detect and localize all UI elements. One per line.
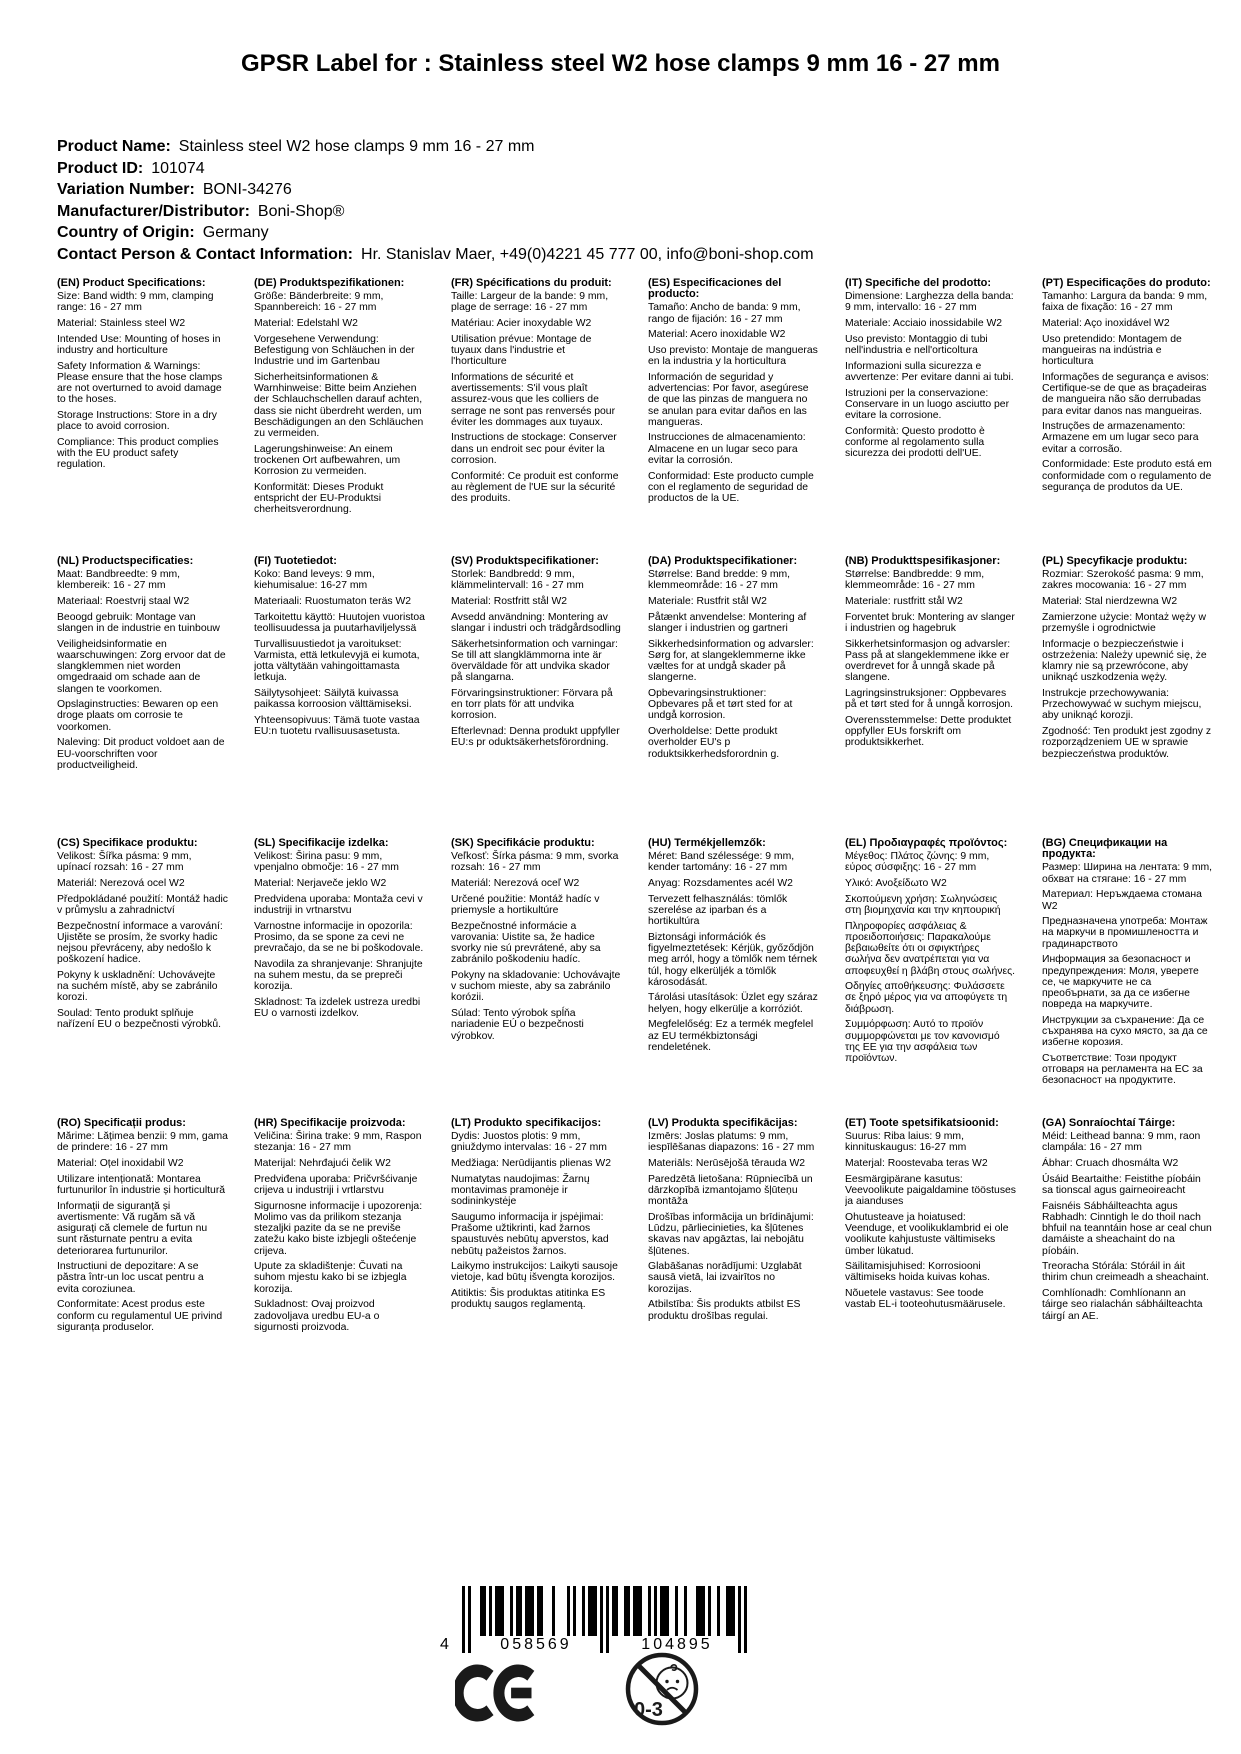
spec-heading: (EN) Product Specifications: bbox=[57, 278, 206, 289]
spec-paragraph: Tervezett felhasználás: tömlők szerelése az iparban és a hortikultúra bbox=[648, 893, 788, 928]
product-info-value: BONI-34276 bbox=[202, 181, 292, 198]
spec-paragraph: Efterlevnad: Denna produkt uppfyller EU:s pr oduktsäkerhetsförordning. bbox=[451, 726, 620, 749]
spec-paragraph: Veľkosť: Šírka pásma: 9 mm, svorka rozsah: 16 - 27 mm bbox=[451, 851, 619, 874]
spec-block-sk bbox=[451, 838, 622, 1118]
spec-paragraph: Medžiaga: Nerūdijantis plienas W2 bbox=[451, 1158, 611, 1170]
spec-paragraph: Opbevaringsinstruktioner: Opbevares på et tørt sted for at undgå korrosion. bbox=[648, 688, 793, 722]
spec-paragraph: Conformità: Questo prodotto è conforme al regolamento sulla sicurezza dei prodotti dell'UE. bbox=[845, 425, 985, 460]
spec-paragraph: Instructions de stockage: Conserver dans un endroit sec pour éviter la corrosion. bbox=[451, 432, 617, 466]
spec-paragraph: Compliance: This product complies with the EU product safety regulation. bbox=[57, 436, 219, 471]
ce-mark-icon bbox=[455, 1663, 540, 1728]
spec-paragraph: Materiale: Acciaio inossidabile W2 bbox=[845, 318, 1003, 330]
spec-paragraph: Zgodność: Ten produkt jest zgodny z rozporządzeniem UE w sprawie bezpieczeństwa produktów. bbox=[1042, 726, 1212, 760]
spec-block-cs bbox=[57, 838, 228, 1118]
spec-heading: (ET) Toote spetsifikatsioonid: bbox=[845, 1118, 999, 1129]
spec-paragraph: Glabāšanas norādījumi: Uzglabāt sausā vietā, lai izvairītos no korozijas. bbox=[648, 1261, 802, 1295]
spec-heading: (CS) Specifikace produktu: bbox=[57, 838, 198, 849]
spec-paragraph: Uso pretendido: Montagem de mangueiras na indústria e horticultura bbox=[1042, 333, 1182, 368]
spec-paragraph: Instrukcje przechowywania: Przechowywać w suchym miejscu, aby uniknąć korozji. bbox=[1042, 688, 1202, 722]
spec-block-sl bbox=[254, 838, 425, 1118]
spec-paragraph: Material: Aço inoxidável W2 bbox=[1042, 318, 1170, 330]
spec-paragraph: Предназначена употреба: Монтаж на маркучи в промишлеността и градинарството bbox=[1042, 916, 1208, 950]
spec-paragraph: Tarkoitettu käyttö: Huutojen vuoristoa teollisuudessa ja puutarhaviljelyssä bbox=[254, 611, 425, 635]
spec-paragraph: Säilytysohjeet: Säilytä kuivassa paikassa korroosion välttämiseksi. bbox=[254, 688, 412, 711]
spec-paragraph: Säilitamisjuhised: Korrosiooni vältimiseks hoida kuivas kohas. bbox=[845, 1261, 990, 1284]
ean-barcode bbox=[440, 1586, 747, 1656]
spec-paragraph: Forventet bruk: Montering av slanger i industrien og hagebruk bbox=[845, 611, 1015, 635]
spec-block-bg bbox=[1042, 838, 1213, 1118]
spec-paragraph: Overholdelse: Dette produkt overholder EU's p roduktsikkerhedsforordnin g. bbox=[648, 726, 780, 760]
spec-paragraph: Size: Band width: 9 mm, clamping range: 16 - 27 mm bbox=[57, 291, 214, 314]
spec-paragraph: Material: Rostfritt stål W2 bbox=[451, 596, 568, 608]
spec-paragraph: Sicherheitsinformationen & Warnhinweise: Bitte beim Anziehen der Schlauchschellen darauf achten, dass sie nicht überdreht werden, um Beschädigungen an den Schläuchen zu vermeiden. bbox=[254, 371, 424, 439]
spec-paragraph: Suurus: Riba laius: 9 mm, kinnituskaugus: 16-27 mm bbox=[845, 1131, 967, 1154]
spec-heading: (NB) Produkttspesifikasjoner: bbox=[845, 556, 1001, 567]
spec-paragraph: Conformidad: Este producto cumple con el reglamento de seguridad de productos de la UE. bbox=[648, 470, 814, 504]
spec-paragraph: Säkerhetsinformation och varningar: Se till att slangklämmorna inte är överväldade för att undvika skador på slangarna. bbox=[451, 638, 618, 684]
spec-paragraph: Οδηγίες αποθήκευσης: Φυλάσσετε σε ξηρό μέρος για να αποφύγετε τη διάβρωση. bbox=[845, 981, 1008, 1015]
product-info-value: Germany bbox=[202, 224, 269, 241]
spec-paragraph: Størrelse: Band bredde: 9 mm, klemmeområde: 16 - 27 mm bbox=[648, 569, 791, 592]
spec-paragraph: Utilizare intenționată: Montarea furtunurilor în industrie și horticultură bbox=[57, 1173, 226, 1197]
spec-paragraph: Maat: Bandbreedte: 9 mm, klembereik: 16 - 27 mm bbox=[57, 569, 181, 592]
spec-block-it bbox=[845, 278, 1016, 556]
product-info-value: Stainless steel W2 hose clamps 9 mm 16 - 27 mm bbox=[178, 138, 535, 155]
product-info-value: 101074 bbox=[151, 159, 205, 177]
product-info-row bbox=[57, 244, 1157, 266]
barcode-left-digits: 058569 bbox=[500, 1636, 572, 1653]
spec-heading: (EL) Προδιαγραφές προϊόντος: bbox=[845, 838, 1008, 849]
spec-paragraph: Veiligheidsinformatie en waarschuwingen: Zorg ervoor dat de slangklemmen niet worden omgedraaid om schade aan de slangen te voorkomen. bbox=[57, 638, 226, 695]
spec-paragraph: Инструкции за съхранение: Да се съхранява на сухо място, за да се избегне корозия. bbox=[1042, 1014, 1208, 1049]
spec-paragraph: Material: Oțel inoxidabil W2 bbox=[57, 1158, 184, 1170]
spec-paragraph: Laikymo instrukcijos: Laikyti sausoje vietoje, kad būtų išvengta korozijos. bbox=[451, 1261, 618, 1284]
age-warning-0-3-icon bbox=[624, 1650, 700, 1733]
spec-paragraph: Avsedd användning: Montering av slangar i industri och trädgårdsodling bbox=[451, 611, 621, 635]
spec-paragraph: Storlek: Bandbredd: 9 mm, klämmelintervall: 16 - 27 mm bbox=[451, 569, 584, 592]
spec-block-pl bbox=[1042, 556, 1213, 838]
spec-block-da bbox=[648, 556, 819, 838]
spec-paragraph: Velikost: Širina pasu: 9 mm, vpenjalno območje: 16 - 27 mm bbox=[254, 851, 399, 874]
spec-block-fi bbox=[254, 556, 425, 838]
spec-paragraph: Tamaño: Ancho de banda: 9 mm, rango de fijación: 16 - 27 mm bbox=[648, 302, 801, 325]
spec-heading: (NL) Productspecificaties: bbox=[57, 556, 194, 567]
spec-paragraph: Atitiktis: Šis produktas atitinka ES produktų saugos reglamentą. bbox=[451, 1288, 606, 1311]
spec-paragraph: Koko: Band leveys: 9 mm, kiehumisalue: 16-27 mm bbox=[254, 569, 375, 592]
spec-heading: (HU) Termékjellemzők: bbox=[648, 838, 766, 849]
spec-paragraph: Размер: Ширина на лентата: 9 mm, обхват на стягане: 16 - 27 mm bbox=[1042, 862, 1213, 885]
spec-paragraph: Material: Nerjaveče jeklo W2 bbox=[254, 878, 387, 890]
product-info-label: Contact Person & Contact Information: bbox=[57, 245, 354, 263]
spec-paragraph: Bezpečnostné informácie a varovania: Uistite sa, že hadice svorky nie sú prevrátené, aby sa zabránilo poškodeniu hadíc. bbox=[451, 920, 601, 966]
spec-paragraph: Safety Information & Warnings: Please ensure that the hose clamps are not overturned to avoid damage to the hoses. bbox=[57, 360, 223, 406]
product-info-row bbox=[57, 179, 1157, 201]
spec-heading: (GA) Sonraíochtaí Táirge: bbox=[1042, 1118, 1176, 1129]
spec-paragraph: Overensstemmelse: Dette produktet oppfyller EUs forskrift om produktsikkerhet. bbox=[845, 714, 1012, 749]
spec-heading: (SL) Specifikacije izdelka: bbox=[254, 838, 389, 849]
spec-paragraph: Tamanho: Largura da banda: 9 mm, faixa de fixação: 16 - 27 mm bbox=[1042, 291, 1208, 314]
spec-block-ga bbox=[1042, 1118, 1213, 1337]
spec-paragraph: Material: Edelstahl W2 bbox=[254, 318, 358, 330]
spec-paragraph: Información de seguridad y advertencias: Por favor, asegúrese de que las pinzas de manguera no se anulan para evitar daños en las mangueras. bbox=[648, 371, 809, 428]
spec-block-en bbox=[57, 278, 228, 556]
spec-paragraph: Dimensione: Larghezza della banda: 9 mm, intervallo: 16 - 27 mm bbox=[845, 291, 1014, 314]
spec-heading: (LV) Produkta specifikācijas: bbox=[648, 1118, 798, 1129]
spec-paragraph: Upute za skladištenje: Čuvati na suhom mjestu kako bi se izbjegla korozija. bbox=[254, 1261, 407, 1295]
spec-block-lt bbox=[451, 1118, 622, 1337]
spec-paragraph: Σκοπούμενη χρήση: Σωληνώσεις στη βιομηχανία και την κηπουρική bbox=[845, 893, 1001, 917]
spec-paragraph: Μέγεθος: Πλάτος ζώνης: 9 mm, εύρος σύσφιξης: 16 - 27 mm bbox=[845, 851, 990, 874]
spec-paragraph: Anyag: Rozsdamentes acél W2 bbox=[648, 878, 793, 890]
spec-paragraph: Größe: Bänderbreite: 9 mm, Spannbereich: 16 - 27 mm bbox=[254, 291, 384, 314]
spec-paragraph: Veličina: Širina trake: 9 mm, Raspon stezanja: 16 - 27 mm bbox=[254, 1131, 422, 1154]
spec-paragraph: Nõuetele vastavus: See toode vastab EL-i tooteohutusmäärusele. bbox=[845, 1288, 1006, 1311]
spec-paragraph: Tárolási utasítások: Üzlet egy száraz helyen, hogy elkerülje a korróziót. bbox=[648, 992, 818, 1015]
spec-paragraph: Úsáid Beartaithe: Feistithe píobáin sa tionscal agus gairneoireacht bbox=[1042, 1173, 1201, 1197]
product-info bbox=[57, 136, 1157, 265]
spec-paragraph: Sigurnosne informacije i upozorenja: Molimo vas da prilikom stezanja stezaljki pazite da se ne previše zatežu kako biste izbjegli oštećenje crijeva. bbox=[254, 1200, 423, 1257]
spec-paragraph: Predviđena uporaba: Pričvršćivanje crijeva u industriji i vrtlarstvu bbox=[254, 1173, 418, 1197]
spec-paragraph: Súlad: Tento výrobok spĺňa nariadenie EÚ o bezpečnosti výrobkov. bbox=[451, 1008, 584, 1042]
spec-paragraph: Conformitate: Acest produs este conform cu regulamentul UE privind siguranța produselor. bbox=[57, 1299, 223, 1333]
product-info-label: Product Name: bbox=[57, 138, 171, 155]
spec-block-nl bbox=[57, 556, 228, 838]
spec-paragraph: Varnostne informacije in opozorila: Prosimo, da se spone za cevi ne prevračajo, da se ne bi poškodovale. bbox=[254, 920, 424, 955]
spec-block-lv bbox=[648, 1118, 819, 1337]
spec-block-es bbox=[648, 278, 819, 556]
spec-paragraph: Numatytas naudojimas: Žarnų montavimas pramonėje ir sodininkystėje bbox=[451, 1173, 590, 1208]
spec-paragraph: Taille: Largeur de la bande: 9 mm, plage de serrage: 16 - 27 mm bbox=[451, 291, 609, 314]
product-info-row bbox=[57, 136, 1157, 158]
product-info-row bbox=[57, 222, 1157, 244]
spec-paragraph: Lagerungshinweise: An einem trockenen Ort aufbewahren, um Korrosion zu vermeiden. bbox=[254, 443, 401, 478]
spec-paragraph: Materiāls: Nerūsējošā tērauda W2 bbox=[648, 1158, 806, 1170]
spec-paragraph: Sukladnost: Ovaj proizvod zadovoljava uredbu EU-a o sigurnosti proizvoda. bbox=[254, 1299, 380, 1333]
spec-paragraph: Eesmärgipärane kasutus: Veevoolikute paigaldamine tööstuses ja aianduses bbox=[845, 1173, 1016, 1208]
spec-paragraph: Dydis: Juostos plotis: 9 mm, gniuždymo intervalas: 16 - 27 mm bbox=[451, 1131, 607, 1154]
spec-block-et bbox=[845, 1118, 1016, 1337]
spec-paragraph: Biztonsági információk és figyelmeztetések: Kérjük, győződjön meg arról, hogy a tömlők nem térnek túl, hogy elkerüljék a tömlők károsodását. bbox=[648, 931, 818, 988]
spec-paragraph: Predvidena uporaba: Montaža cevi v industriji in vrtnarstvu bbox=[254, 893, 423, 917]
spec-paragraph: Intended Use: Mounting of hoses in industry and horticulture bbox=[57, 333, 221, 357]
spec-paragraph: Συμμόρφωση: Αυτό το προϊόν συμμορφώνεται με τον κανονισμό της ΕΕ για την ασφάλεια των προϊόντων. bbox=[845, 1019, 1000, 1064]
spec-heading: (IT) Specifiche del prodotto: bbox=[845, 278, 992, 289]
spec-heading: (DE) Produktspezifikationen: bbox=[254, 278, 405, 289]
product-info-label: Country of Origin: bbox=[57, 224, 195, 241]
spec-paragraph: Istruzioni per la conservazione: Conservare in un luogo asciutto per evitare la corrosione. bbox=[845, 387, 1010, 422]
spec-paragraph: Turvallisuustiedot ja varoitukset: Varmista, että letkulevyjä ei kumota, jotta vältytään vahingoittamasta letkuja. bbox=[254, 638, 420, 684]
spec-paragraph: Treoracha Stórála: Stóráil in áit thirim chun creimeadh a sheachaint. bbox=[1042, 1261, 1209, 1284]
spec-paragraph: Beoogd gebruik: Montage van slangen in de industrie en tuinbouw bbox=[57, 611, 220, 635]
spec-paragraph: Faisnéis Sábháilteachta agus Rabhadh: Cinntigh le do thoil nach bhfuil na teanntáin hose ar ceal chun damáiste a sheachaint do na píobáin. bbox=[1042, 1200, 1212, 1257]
barcode-lead-digit: 4 bbox=[440, 1636, 449, 1653]
spec-block-nb bbox=[845, 556, 1016, 838]
spec-paragraph: Materiał: Stal nierdzewna W2 bbox=[1042, 596, 1178, 608]
spec-paragraph: Υλικό: Ανοξείδωτο W2 bbox=[845, 878, 947, 890]
spec-paragraph: Informacje o bezpieczeństwie i ostrzeżenia: Należy upewnić się, że klamry nie są przewrócone, aby uniknąć uszkodzenia węży. bbox=[1042, 638, 1207, 684]
spec-paragraph: Drošības informācija un brīdinājumi: Lūdzu, pārliecinieties, ka šļūtenes skavas nav apgāztas, lai nebojātu šļūtenes. bbox=[648, 1211, 814, 1257]
spec-block-hu bbox=[648, 838, 819, 1118]
spec-paragraph: Πληροφορίες ασφάλειας & προειδοποιήσεις: Παρακαλούμε βεβαιωθείτε ότι οι σφιγκτήρες σωλήνα δεν ανατρέπεται για να αποφευχθεί η βλάβη στους σωλήνες. bbox=[845, 920, 1015, 977]
spec-paragraph: Material: Stainless steel W2 bbox=[57, 318, 186, 330]
spec-paragraph: Megfelelőség: Ez a termék megfelel az EU termékbiztonsági rendeletének. bbox=[648, 1019, 814, 1053]
spec-paragraph: Materiál: Nerezová ocel W2 bbox=[57, 878, 185, 890]
spec-heading: (DA) Produktspecifikationer: bbox=[648, 556, 798, 567]
spec-paragraph: Påtænkt anvendelse: Montering af slanger i industrien og gartneri bbox=[648, 611, 807, 635]
spec-paragraph: Materijal: Nehrđajući čelik W2 bbox=[254, 1158, 391, 1170]
spec-block-de bbox=[254, 278, 425, 556]
spec-paragraph: Informații de siguranță și avertismente: Vă rugăm să vă asigurați că clemele de furtun nu sunt răsturnate pentru a evita deteriorarea furtunurilor. bbox=[57, 1200, 208, 1257]
spec-heading: (LT) Produkto specifikacijos: bbox=[451, 1118, 602, 1129]
spec-paragraph: Instrucciones de almacenamiento: Almacene en un lugar seco para evitar la corrosión. bbox=[648, 432, 806, 466]
spec-paragraph: Uso previsto: Montaje de mangueras en la industria y la horticultura bbox=[648, 345, 818, 368]
spec-heading: (HR) Specifikacije proizvoda: bbox=[254, 1118, 406, 1129]
spec-paragraph: Mărime: Lățimea benzii: 9 mm, gama de prindere: 16 - 27 mm bbox=[57, 1131, 228, 1154]
spec-paragraph: Méid: Leithead banna: 9 mm, raon clampála: 16 - 27 mm bbox=[1042, 1131, 1201, 1154]
specs-grid bbox=[57, 278, 1213, 1337]
barcode-right-digits: 104895 bbox=[641, 1636, 713, 1653]
spec-paragraph: Instructiuni de depozitare: A se păstra într-un loc uscat pentru a evita coroziunea. bbox=[57, 1261, 204, 1295]
spec-paragraph: Förvaringsinstruktioner: Förvara på en torr plats för att undvika korrosion. bbox=[451, 688, 613, 722]
page-title: GPSR Label for : Stainless steel W2 hose clamps 9 mm 16 - 27 mm bbox=[241, 50, 1000, 77]
spec-paragraph: Sikkerhetsinformasjon og advarsler: Pass på at slangeklemmene ikke er overdrevet for å unngå skade på slangene. bbox=[845, 638, 1011, 684]
spec-block-ro bbox=[57, 1118, 228, 1337]
spec-paragraph: Atbilstība: Šis produkts atbilst ES produktu drošības regulai. bbox=[648, 1299, 801, 1322]
spec-paragraph: Opslaginstructies: Bewaren op een droge plaats om corrosie te voorkomen. bbox=[57, 699, 219, 733]
spec-paragraph: Rozmiar: Szerokość pasma: 9 mm, zakres mocowania: 16 - 27 mm bbox=[1042, 569, 1204, 592]
spec-paragraph: Ábhar: Cruach dhosmálta W2 bbox=[1042, 1158, 1179, 1170]
spec-paragraph: Materiaali: Ruostumaton teräs W2 bbox=[254, 596, 412, 608]
spec-paragraph: Materiale: Rustfrit stål W2 bbox=[648, 596, 767, 608]
spec-paragraph: Informazioni sulla sicurezza e avvertenze: Per evitare danni ai tubi. bbox=[845, 360, 1014, 383]
spec-paragraph: Izmērs: Joslas platums: 9 mm, iespīlēšanas diapazons: 16 - 27 mm bbox=[648, 1131, 815, 1154]
spec-paragraph: Určené použitie: Montáž hadíc v priemysle a hortikultúre bbox=[451, 893, 600, 917]
spec-paragraph: Информация за безопасност и предупреждения: Моля, уверете се, че маркучите не са преобърнати, за да се избегне повреда на маркучите. bbox=[1042, 954, 1199, 1011]
spec-paragraph: Informations de sécurité et avertissements: S'il vous plaît assurez-vous que les colliers de serrage ne sont pas renversés pour éviter les dommages aux tuyaux. bbox=[451, 371, 616, 428]
age-warning-label: 0-3 bbox=[634, 1699, 663, 1721]
spec-paragraph: Pokyny na skladovanie: Uchovávajte v suchom mieste, aby sa zabránilo korózii. bbox=[451, 970, 621, 1004]
spec-heading: (BG) Спецификации на продукта: bbox=[1042, 838, 1168, 861]
spec-heading: (FR) Spécifications du produit: bbox=[451, 278, 612, 289]
product-info-label: Variation Number: bbox=[57, 181, 195, 198]
spec-paragraph: Instruções de armazenamento: Armazene em um lugar seco para evitar a corrosão. bbox=[1042, 421, 1199, 455]
spec-heading: (PT) Especificações do produto: bbox=[1042, 278, 1211, 289]
spec-paragraph: Materiál: Nerezová oceľ W2 bbox=[451, 878, 580, 890]
spec-paragraph: Paredzētā lietošana: Rūpniecībā un dārzkopībā izmantojamo šļūteņu montāža bbox=[648, 1173, 813, 1208]
spec-paragraph: Lagringsinstruksjoner: Oppbevares på et tørt sted for å unngå korrosjon. bbox=[845, 688, 1014, 711]
spec-paragraph: Материал: Неръждаема стомана W2 bbox=[1042, 889, 1202, 912]
spec-paragraph: Matériau: Acier inoxydable W2 bbox=[451, 318, 592, 330]
spec-paragraph: Materiaal: Roestvrij staal W2 bbox=[57, 596, 190, 608]
spec-block-sv bbox=[451, 556, 622, 838]
spec-paragraph: Naleving: Dit product voldoet aan de EU-voorschriften voor productveiligheid. bbox=[57, 737, 225, 771]
spec-block-el bbox=[845, 838, 1016, 1118]
spec-paragraph: Material: Acero inoxidable W2 bbox=[648, 329, 786, 341]
spec-paragraph: Navodila za shranjevanje: Shranjujte na suhem mestu, da se prepreči korozija. bbox=[254, 958, 423, 993]
spec-paragraph: Předpokládané použití: Montáž hadic v průmyslu a zahradnictví bbox=[57, 893, 228, 917]
spec-paragraph: Konformität: Dieses Produkt entspricht der EU-Produktsi cherheitsverordnung. bbox=[254, 481, 384, 516]
spec-paragraph: Informações de segurança e avisos: Certifique-se de que as braçadeiras de mangueira não são derrubadas para evitar danos nas mangueiras. bbox=[1042, 371, 1209, 417]
product-info-row bbox=[57, 201, 1157, 223]
spec-paragraph: Yhteensopivuus: Tämä tuote vastaa EU:n tuotetu rvallisuusasetusta. bbox=[254, 714, 420, 738]
spec-paragraph: Skladnost: Ta izdelek ustreza uredbi EU o varnosti izdelkov. bbox=[254, 996, 421, 1020]
product-info-label: Manufacturer/Distributor: bbox=[57, 202, 250, 220]
spec-paragraph: Velikost: Šířka pásma: 9 mm, upínací rozsah: 16 - 27 mm bbox=[57, 851, 192, 874]
spec-heading: (PL) Specyfikacje produktu: bbox=[1042, 556, 1188, 567]
spec-paragraph: Sikkerhedsinformation og advarsler: Sørg for, at slangeklemmerne ikke væltes for at undgå skader på slangerne. bbox=[648, 638, 814, 684]
spec-paragraph: Storage Instructions: Store in a dry place to avoid corrosion. bbox=[57, 410, 217, 433]
spec-paragraph: Conformité: Ce produit est conforme au règlement de l'UE sur la sécurité des produits. bbox=[451, 470, 619, 504]
spec-paragraph: Zamierzone użycie: Montaż węży w przemyśle i ogrodnictwie bbox=[1042, 611, 1206, 635]
spec-paragraph: Størrelse: Bandbredde: 9 mm, klemmeområde: 16 - 27 mm bbox=[845, 569, 985, 592]
spec-block-pt bbox=[1042, 278, 1213, 556]
spec-heading: (FI) Tuotetiedot: bbox=[254, 556, 337, 567]
spec-paragraph: Materjal: Roostevaba teras W2 bbox=[845, 1158, 988, 1170]
spec-paragraph: Utilisation prévue: Montage de tuyaux dans l'industrie et l'horticulture bbox=[451, 333, 592, 368]
spec-block-fr bbox=[451, 278, 622, 556]
spec-heading: (SK) Špecifikácie produktu: bbox=[451, 838, 595, 849]
spec-paragraph: Conformidade: Este produto está em conformidade com o regulamento de segurança de produtos da UE. bbox=[1042, 459, 1212, 493]
spec-heading: (RO) Specificații produs: bbox=[57, 1118, 186, 1129]
spec-paragraph: Comhlíonadh: Comhlíonann an táirge seo rialachán sábháilteachta táirgí an AE. bbox=[1042, 1288, 1203, 1322]
product-info-label: Product ID: bbox=[57, 159, 144, 177]
spec-heading: (SV) Produktspecifikationer: bbox=[451, 556, 599, 567]
spec-paragraph: Méret: Band szélessége: 9 mm, kender tartomány: 16 - 27 mm bbox=[648, 851, 795, 874]
spec-paragraph: Soulad: Tento produkt splňuje nařízení EU o bezpečnosti výrobků. bbox=[57, 1008, 222, 1031]
product-info-row bbox=[57, 158, 1157, 180]
spec-paragraph: Ohutusteave ja hoiatused: Veenduge, et voolikuklambrid ei ole voolikute kahjustuste vältimiseks ümber lükatud. bbox=[845, 1211, 1009, 1257]
spec-paragraph: Materiale: rustfritt stål W2 bbox=[845, 596, 963, 608]
spec-paragraph: Saugumo informacija ir įspėjimai: Prašome užtikrinti, kad žarnos spaustuvės nebūtų apverstos, kad nebūtų pažeistos žarnos. bbox=[451, 1211, 609, 1257]
spec-paragraph: Uso previsto: Montaggio di tubi nell'industria e nell'orticoltura bbox=[845, 333, 988, 357]
spec-paragraph: Bezpečnostní informace a varování: Ujistěte se prosím, že svorky hadic nejsou převráceny, aby nedošlo k poškození hadice. bbox=[57, 920, 223, 966]
spec-paragraph: Pokyny k uskladnění: Uchovávejte na suchém místě, aby se zabránilo korozi. bbox=[57, 970, 218, 1004]
spec-paragraph: Vorgesehene Verwendung: Befestigung von Schläuchen in der Industrie und im Gartenbau bbox=[254, 333, 415, 368]
spec-block-hr bbox=[254, 1118, 425, 1337]
spec-paragraph: Съответствие: Този продукт отговаря на регламента на ЕС за безопасност на продуктите. bbox=[1042, 1052, 1203, 1087]
spec-heading: (ES) Especificaciones del producto: bbox=[648, 278, 782, 301]
product-info-value: Boni-Shop® bbox=[257, 202, 345, 220]
product-info-value: Hr. Stanislav Maer, +49(0)4221 45 777 00, info@boni-shop.com bbox=[361, 245, 814, 263]
